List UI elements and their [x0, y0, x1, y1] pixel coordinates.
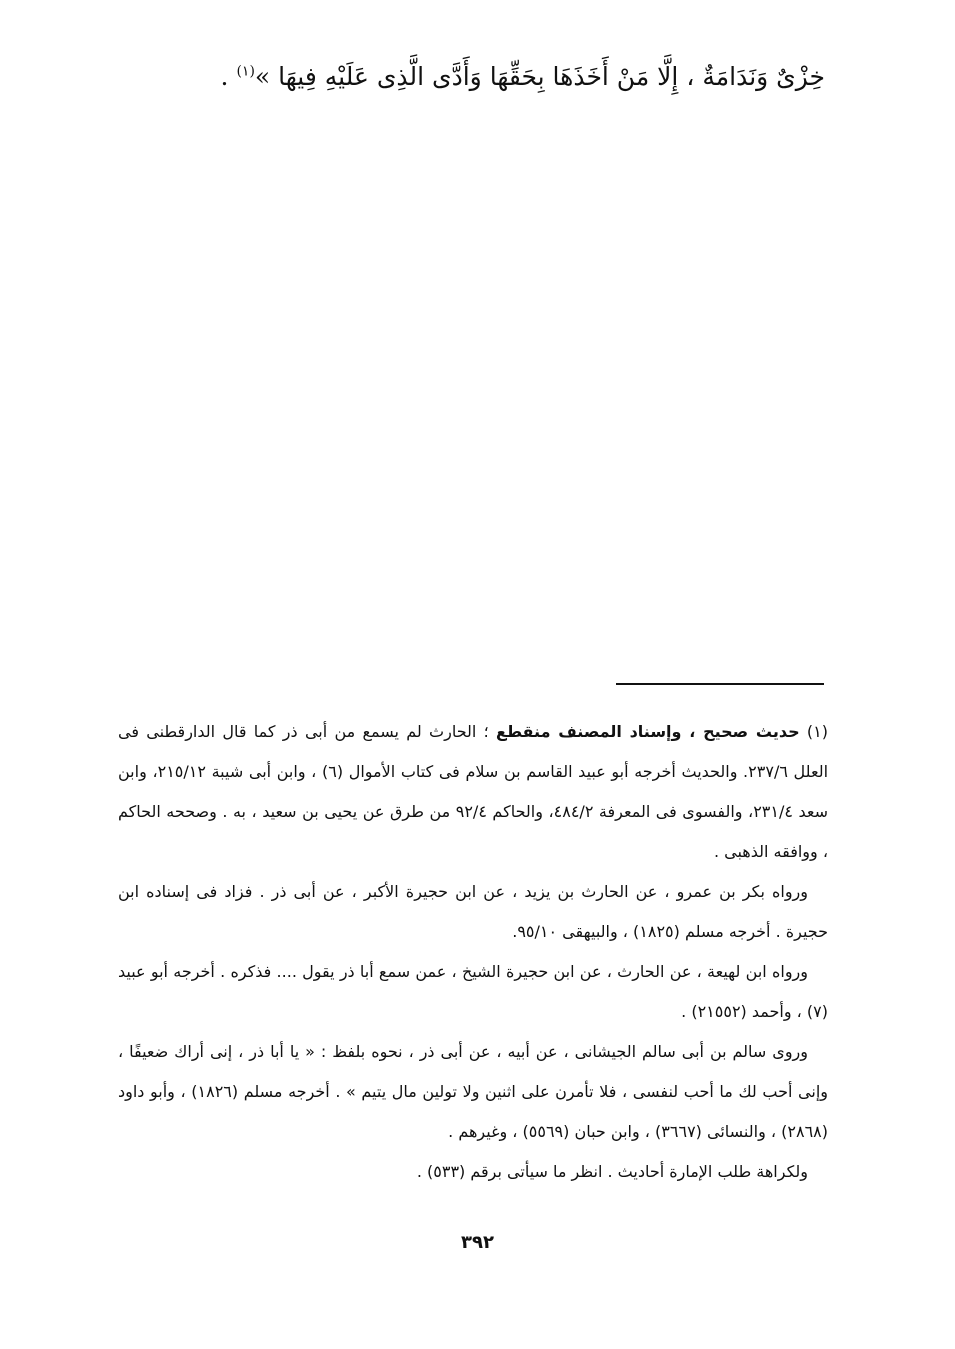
- footnote-1-text: ؛ الحارث لم يسمع من أبى ذر كما قال الدارقطنى فى العلل ٢٣٧/٦. والحديث أخرجه أبو عبيد القاسم بن سلام فى كتاب الأموال (٦) ، وابن أبى شيبة ٢١٥/١٢، وابن سعد ٢٣١/٤، والفسوى فى المعرفة ٤٨٤/٢، والحاكم ٩٢/٤ من طرق عن يحيى بن سعيد ، به . وصححه الحاكم ، ووافقه الذهبى .: [118, 722, 829, 861]
- footnote-paragraph-3: ورواه ابن لهيعة ، عن الحارث ، عن ابن حجيرة الشيخ ، عمن سمع أبا ذر يقول .... فذكره . أخرجه أبو عبيد (٧) ، وأحمد (٢١٥٥٢) .: [118, 962, 828, 1021]
- footnote-paragraph-4: وروى سالم بن أبى سالم الجيشانى ، عن أبيه ، عن أبى ذر ، نحوه بلفظ : « يا أبا ذر ، إنى أراك ضعيفًا ، وإنى أحب لك ما أحب لنفسى ، فلا تأمرن على اثنين ولا تولين مال يتيم » . أخرجه مسلم (١٨٢٦) ، وأبو داود (٢٨٦٨) ، والنسائى (٣٦٦٧) ، وابن حبان (٥٥٦٩) ، وغيرهم .: [118, 1042, 828, 1141]
- hadith-text-body: خِزْىٌ وَنَدَامَةٌ ، إِلَّا مَنْ أَخَذَهَا بِحَقِّهَا وَأَدَّى الَّذِى عَلَيْهِ فِيهَا »: [254, 62, 825, 91]
- hadith-text: [125, 58, 825, 96]
- footnote-1: [118, 712, 828, 872]
- hadith-text-end: .: [220, 62, 237, 91]
- footnote-1-number: (١): [806, 722, 829, 741]
- footnotes: [118, 712, 828, 1192]
- footnote-paragraph-2: ورواه بكر بن عمرو ، عن الحارث بن يزيد ، عن ابن حجيرة الأكبر ، عن أبى ذر . فزاد فى إسناده ابن حجيرة . أخرجه مسلم (١٨٢٥) ، والبيهقى ٩٥/١٠.: [118, 882, 828, 941]
- footnote-separator: [616, 683, 824, 685]
- footnote-reference: (١): [236, 63, 255, 80]
- footnote-paragraph-5: ولكراهة طلب الإمارة أحاديث . انظر ما سيأتى برقم (٥٣٣) .: [416, 1162, 808, 1181]
- footnote-1-grade: حديث صحيح ، وإسناد المصنف منقطع: [496, 722, 800, 741]
- page-number: ٣٩٢: [461, 1232, 494, 1253]
